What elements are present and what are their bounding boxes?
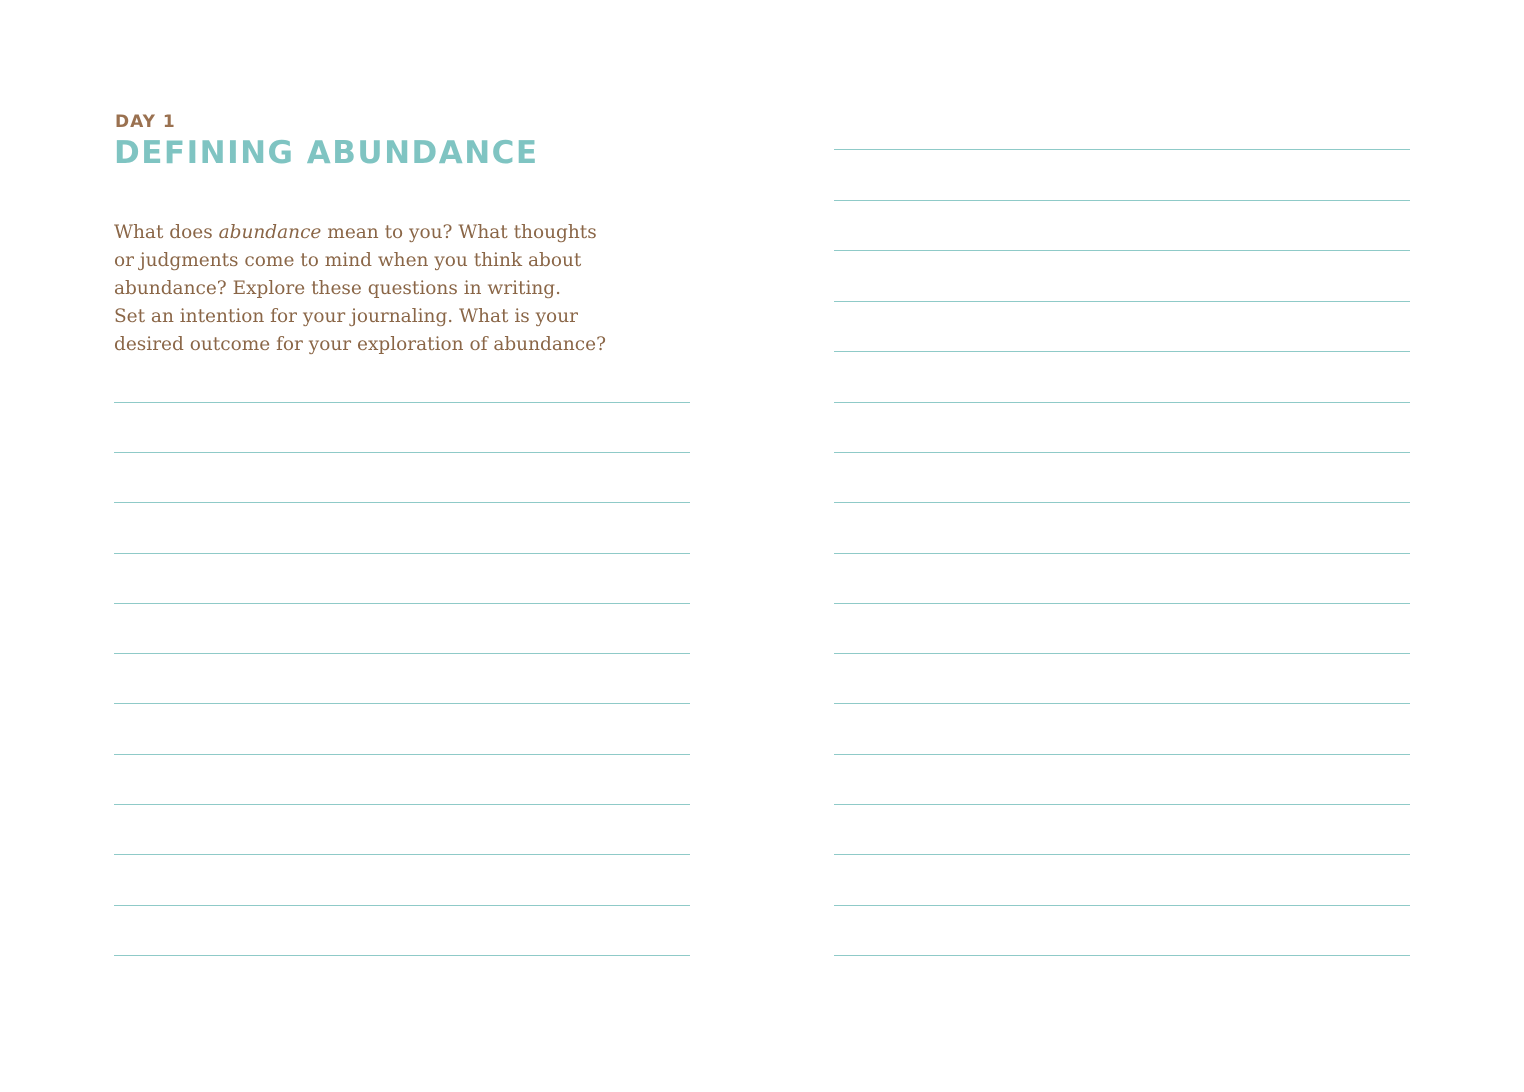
day-label: DAY 1: [115, 112, 176, 132]
page-title: DEFINING ABUNDANCE: [114, 135, 539, 171]
writing-line[interactable]: [114, 955, 690, 956]
writing-line[interactable]: [834, 149, 1410, 150]
writing-line[interactable]: [834, 553, 1410, 554]
writing-line[interactable]: [114, 804, 690, 805]
writing-line[interactable]: [834, 351, 1410, 352]
writing-line[interactable]: [834, 754, 1410, 755]
writing-line[interactable]: [114, 653, 690, 654]
writing-line[interactable]: [834, 804, 1410, 805]
writing-line[interactable]: [114, 905, 690, 906]
writing-line[interactable]: [114, 502, 690, 503]
writing-line[interactable]: [834, 854, 1410, 855]
writing-line[interactable]: [114, 754, 690, 755]
writing-line[interactable]: [114, 854, 690, 855]
writing-line[interactable]: [834, 402, 1410, 403]
prompt-emphasis-word: abundance: [218, 222, 322, 243]
left-page: [114, 0, 690, 1092]
prompt-line-1-start: What does: [114, 222, 219, 243]
writing-line[interactable]: [114, 553, 690, 554]
prompt-line-5: desired outcome for your exploration of abundance?: [114, 334, 607, 355]
writing-line[interactable]: [834, 301, 1410, 302]
writing-line[interactable]: [834, 703, 1410, 704]
writing-line[interactable]: [834, 502, 1410, 503]
prompt-line-3: abundance? Explore these questions in writing.: [114, 278, 561, 299]
writing-line[interactable]: [834, 603, 1410, 604]
writing-line[interactable]: [114, 603, 690, 604]
right-page: [834, 0, 1410, 1092]
writing-line[interactable]: [114, 703, 690, 704]
writing-line[interactable]: [834, 955, 1410, 956]
writing-line[interactable]: [834, 452, 1410, 453]
prompt-line-4: Set an intention for your journaling. What is your: [114, 306, 578, 327]
prompt-line-2: or judgments come to mind when you think about: [114, 250, 582, 271]
prompt-line-1: [114, 219, 614, 247]
writing-line[interactable]: [114, 452, 690, 453]
writing-line[interactable]: [834, 905, 1410, 906]
writing-line[interactable]: [834, 653, 1410, 654]
writing-line[interactable]: [834, 250, 1410, 251]
writing-line[interactable]: [834, 200, 1410, 201]
journal-prompt: [114, 219, 614, 359]
prompt-line-1-end: mean to you? What thoughts: [321, 222, 597, 243]
writing-line[interactable]: [114, 402, 690, 403]
